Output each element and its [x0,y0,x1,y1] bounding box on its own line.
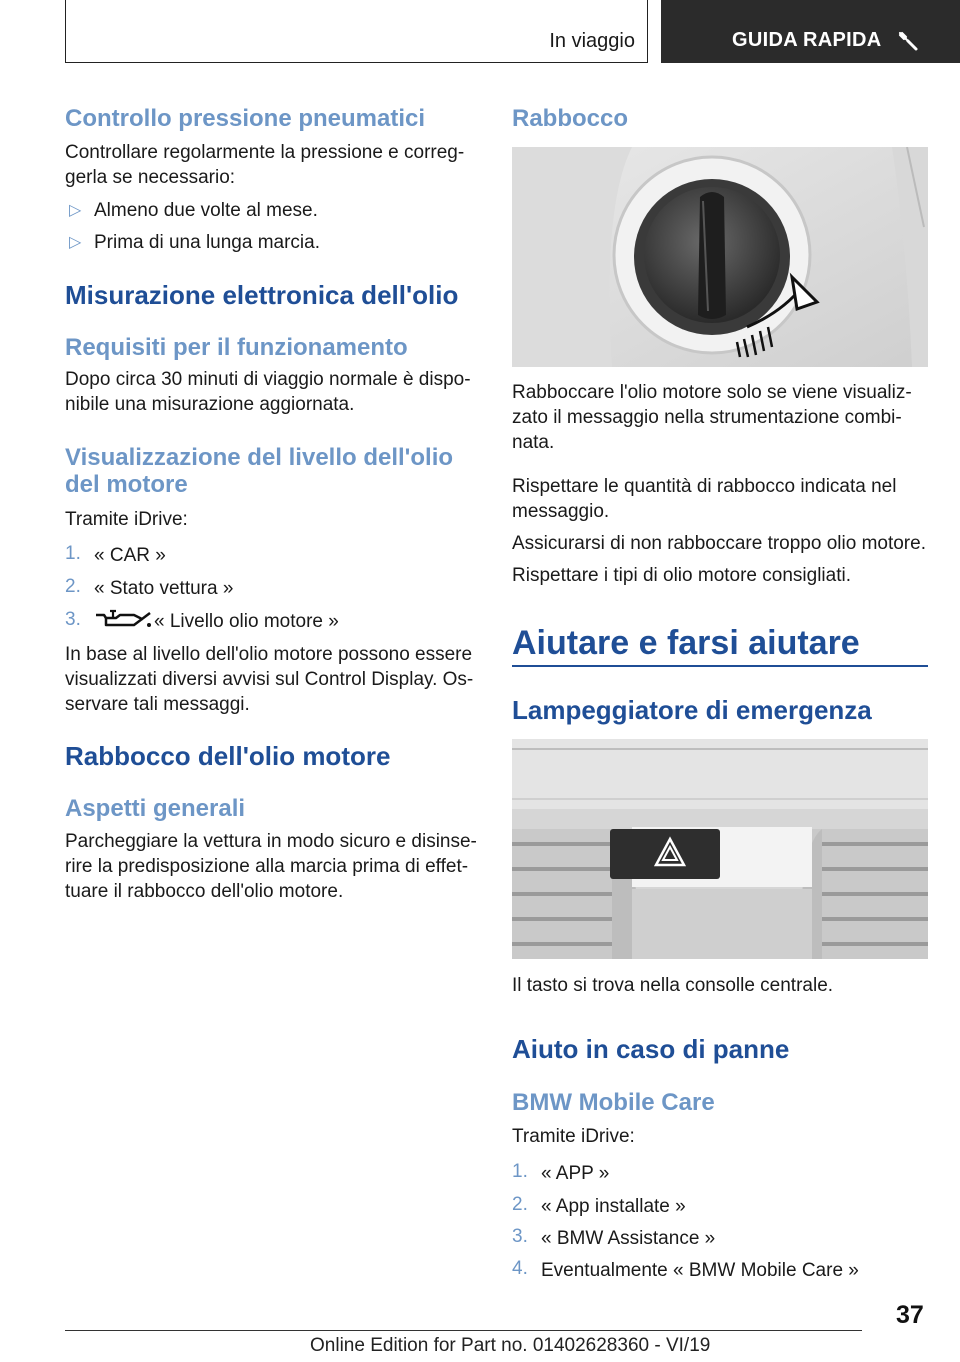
bullet-icon: ▷ [69,202,82,219]
text-via-idrive-right: Tramite iDrive: [512,1126,635,1147]
text-qty-line1: Rispettare le quantità di rabbocco indicata nel [512,476,897,497]
text-hazard-location: Il tasto si trova nella consolle centrale. [512,975,834,996]
text-tyre-line1: Controllare regolarmente la pressione e correg- [65,142,465,163]
step-number: 2. [65,576,81,597]
step-text: « APP » [541,1163,610,1184]
header-section-title: In viaggio [549,30,635,52]
text-via-idrive: Tramite iDrive: [65,509,188,530]
heading-help: Aiutare e farsi aiutare [512,624,860,662]
step-number: 4. [512,1258,528,1279]
text-level-line3: servare tali messaggi. [65,694,250,715]
text-rab-line3: nata. [512,432,555,453]
header-tab [661,0,960,63]
footer-edition: Online Edition for Part no. 01402628360 - VI/19 [310,1335,711,1356]
header-tab-label: GUIDA RAPIDA [732,29,882,51]
text-qty-line2: messaggio. [512,501,610,522]
step-number: 3. [65,609,81,630]
text-not-too-much: Assicurarsi di non rabboccare troppo olio motore. [512,533,926,554]
text-general-line2: rire la predisposizione alla marcia prima di effet- [65,856,469,877]
text-general-line3: tuare il rabbocco dell'olio motore. [65,881,344,902]
text-oil-types: Rispettare i tipi di olio motore consigliati. [512,565,851,586]
heading-requirements: Requisiti per il funzionamento [65,334,408,361]
text-level-line1: In base al livello dell'olio motore possono essere [65,644,473,665]
step-number: 3. [512,1226,528,1247]
heading-hazard-lights: Lampeggiatore di emergenza [512,695,872,725]
text-tyre-line2: gerla se necessario: [65,167,236,188]
heading-tyre-pressure: Controllo pressione pneumatici [65,105,426,132]
heading-mobile-care: BMW Mobile Care [512,1089,715,1116]
text-rab-line1: Rabboccare l'olio motore solo se viene visualiz- [512,382,912,403]
list-item: Almeno due volte al mese. [94,200,318,221]
heading-rabbocco: Rabbocco [512,105,629,132]
text-level-line2: visualizzati diversi avvisi sul Control Display. Os- [65,669,474,690]
footer-rule [65,1330,862,1331]
step-number: 1. [512,1161,528,1182]
step-text: « Livello olio motore » [154,611,339,632]
step-number: 2. [512,1194,528,1215]
page-number: 37 [896,1301,924,1329]
text-general-line1: Parcheggiare la vettura in modo sicuro e disinse- [65,831,477,852]
step-text: « BMW Assistance » [541,1228,716,1249]
hazard-button-image [512,739,928,959]
list-item: Prima di una lunga marcia. [94,232,320,253]
heading-electronic-oil: Misurazione elettronica dell'olio [65,280,459,310]
step-text: « CAR » [94,545,166,566]
heading-general: Aspetti generali [65,795,246,822]
tools-icon [896,30,920,54]
text-rab-line2: zato il messaggio nella strumentazione combi- [512,407,902,428]
oil-can-icon [94,609,152,631]
header-section-box [65,0,648,63]
step-text: « Stato vettura » [94,578,234,599]
heading-oil-level-line1: Visualizzazione del livello dell'olio [65,444,454,471]
bullet-icon: ▷ [69,234,82,251]
heading-breakdown: Aiuto in caso di panne [512,1034,790,1064]
section-rule [512,665,928,667]
text-req-line2: nibile una misurazione aggiornata. [65,394,355,415]
step-text: Eventualmente « BMW Mobile Care » [541,1260,859,1281]
step-text: « App installate » [541,1196,686,1217]
step-number: 1. [65,543,81,564]
oil-filler-cap-image [512,147,928,367]
heading-oil-level-line2: del motore [65,471,188,498]
text-req-line1: Dopo circa 30 minuti di viaggio normale è dispo- [65,369,471,390]
heading-topup-oil: Rabbocco dell'olio motore [65,741,391,771]
